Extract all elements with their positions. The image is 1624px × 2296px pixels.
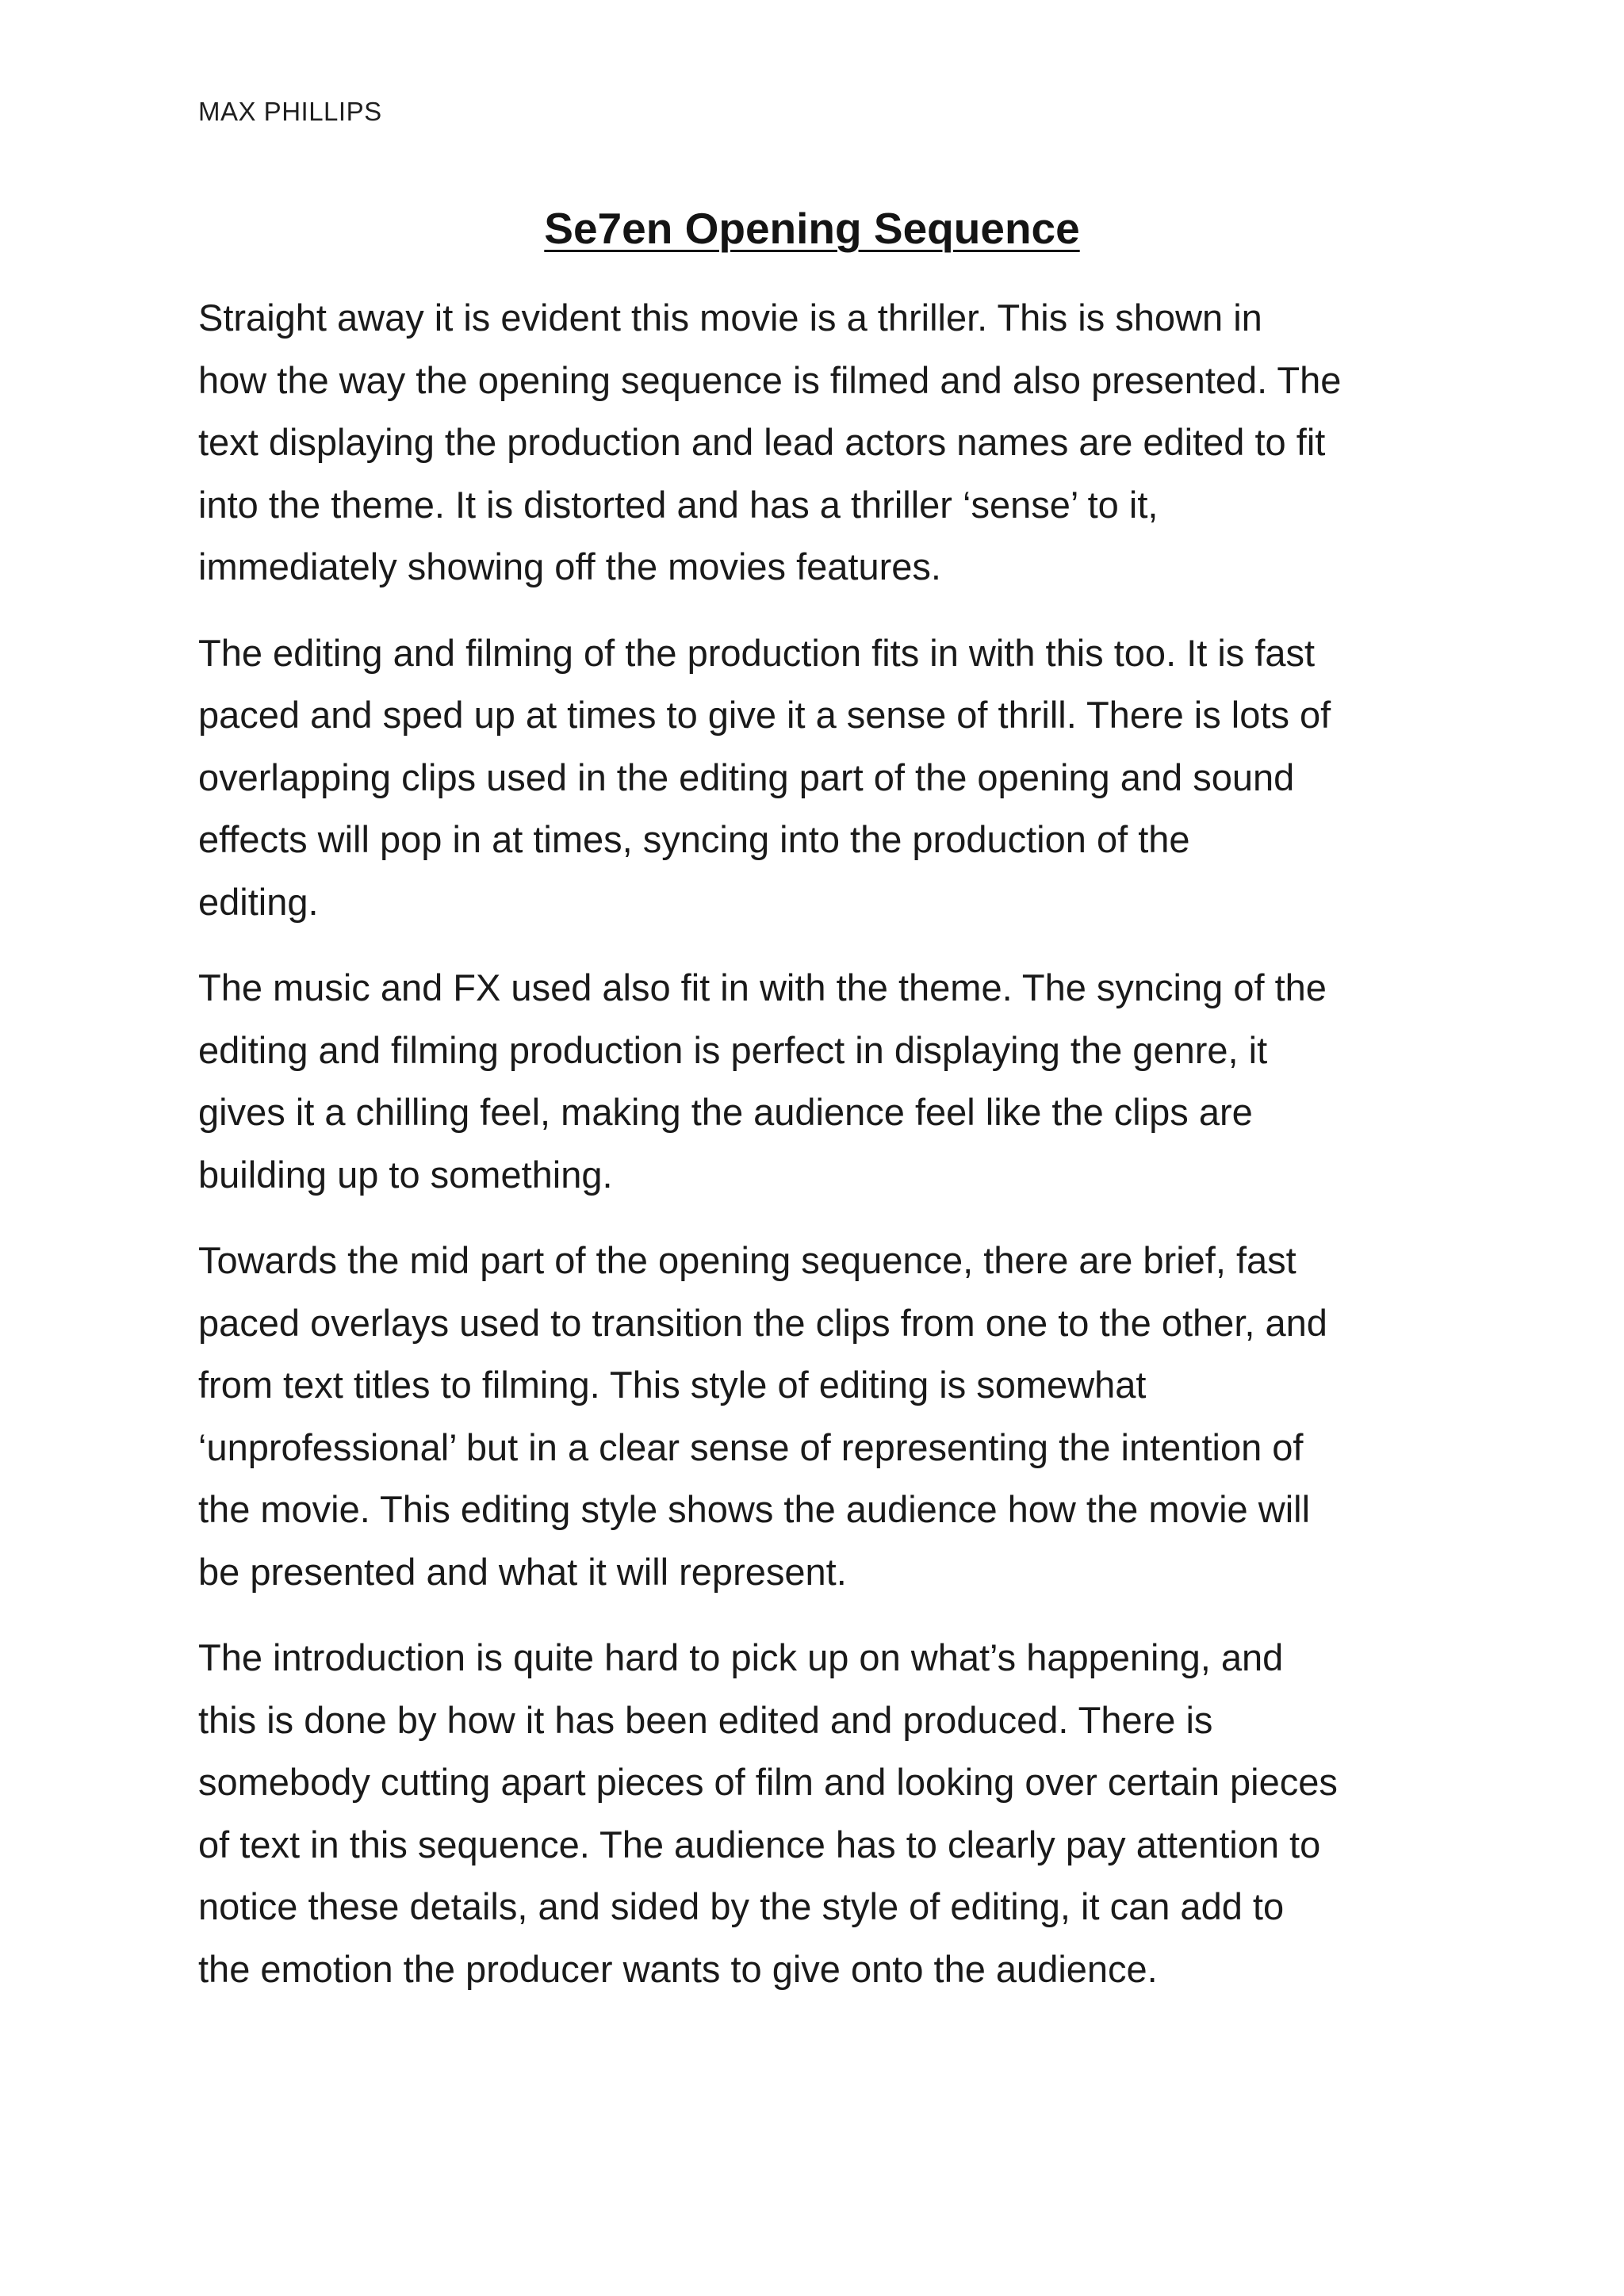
document-body [198, 287, 1451, 2024]
paragraph-line: text displaying the production and lead actors names are edited to fit [198, 421, 1326, 463]
paragraph-line: the movie. This editing style shows the audience how the movie will [198, 1488, 1311, 1530]
paragraph-line: paced and sped up at times to give it a sense of thrill. There is lots of [198, 694, 1331, 736]
paragraph-line: of text in this sequence. The audience has to clearly pay attention to [198, 1823, 1321, 1866]
paragraph-line: notice these details, and sided by the style of editing, it can add to [198, 1885, 1285, 1927]
paragraph-line: Straight away it is evident this movie is a thriller. This is shown in [198, 297, 1262, 339]
paragraph-line: building up to something. [198, 1153, 613, 1196]
paragraph-line: The introduction is quite hard to pick up on what’s happening, and [198, 1636, 1284, 1678]
paragraph-line: immediately showing off the movies features. [198, 545, 941, 587]
paragraph-line: editing and filming production is perfect in displaying the genre, it [198, 1028, 1268, 1071]
paragraph-line: be presented and what it will represent. [198, 1550, 847, 1593]
body-paragraph [198, 957, 1451, 1206]
paragraph-line: somebody cutting apart pieces of film and looking over certain pieces [198, 1761, 1338, 1803]
body-paragraph [198, 287, 1451, 599]
paragraph-line: editing. [198, 880, 319, 923]
paragraph-line: from text titles to filming. This style of editing is somewhat [198, 1364, 1147, 1406]
paragraph-line: overlapping clips used in the editing part of the opening and sound [198, 756, 1295, 798]
paragraph-line: The editing and filming of the production fits in with this too. It is fast [198, 631, 1316, 674]
paragraph-line: how the way the opening sequence is filmed and also presented. The [198, 358, 1342, 401]
author-name: MAX PHILLIPS [198, 97, 382, 126]
paragraph-line: this is done by how it has been edited and produced. There is [198, 1698, 1213, 1741]
body-paragraph [198, 622, 1451, 934]
paragraph-line: gives it a chilling feel, making the audience feel like the clips are [198, 1091, 1253, 1133]
paragraph-line: The music and FX used also fit in with the theme. The syncing of the [198, 966, 1327, 1008]
paragraph-line: ‘unprofessional’ but in a clear sense of representing the intention of [198, 1425, 1304, 1468]
paragraph-line: paced overlays used to transition the clips from one to the other, and [198, 1301, 1327, 1344]
body-paragraph [198, 1627, 1451, 2000]
body-paragraph [198, 1230, 1451, 1603]
paragraph-line: into the theme. It is distorted and has a thriller ‘sense’ to it, [198, 483, 1159, 526]
paragraph-line: effects will pop in at times, syncing into the production of the [198, 818, 1190, 860]
paragraph-line: Towards the mid part of the opening sequence, there are brief, fast [198, 1239, 1297, 1281]
document-title: Se7en Opening Sequence [544, 204, 1080, 253]
paragraph-line: the emotion the producer wants to give onto the audience. [198, 1947, 1158, 1990]
